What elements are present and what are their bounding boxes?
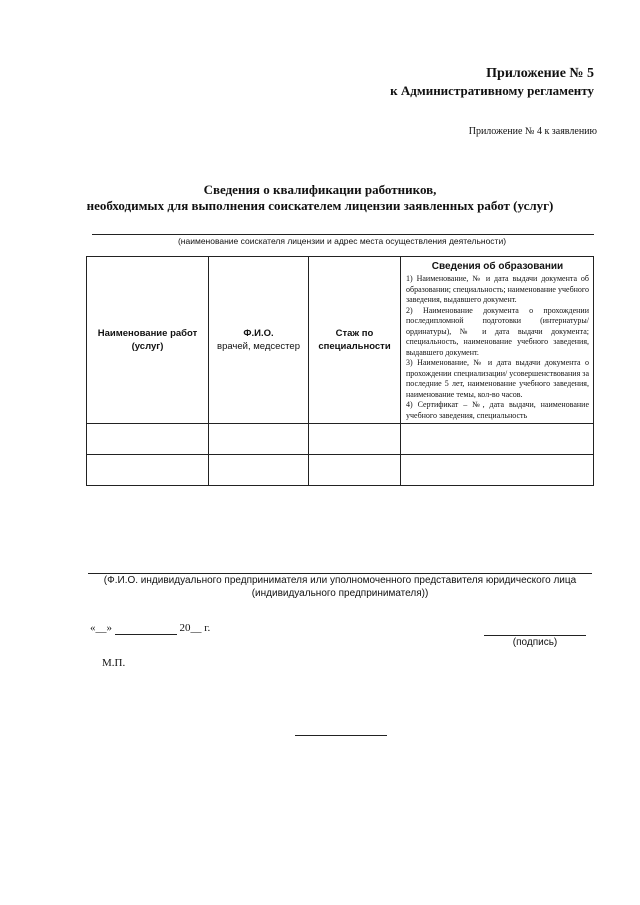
appendix-title: Приложение № 5 <box>486 66 594 81</box>
column-header-experience: Стаж по специальности <box>309 257 401 424</box>
column-header-education <box>401 257 594 424</box>
document-title-line-1: Сведения о квалификации работников, <box>203 182 437 197</box>
table-cell-education[interactable] <box>401 424 594 455</box>
signer-caption-line-2: (индивидуального предпринимателя)) <box>251 588 429 599</box>
stamp-place: М.П. <box>102 657 126 669</box>
education-item-3: 3) Наименование, № и дата выдачи документа о прохождении специализации/ усовершенствования за последние 5 лет, наименование учебного заведения, наименование темы, кол-во часов. <box>406 358 589 399</box>
table-header-row <box>87 257 594 424</box>
document-title <box>0 182 640 214</box>
table-cell-works[interactable] <box>87 424 209 455</box>
signer-caption <box>88 574 592 600</box>
signature-caption: (подпись) <box>512 637 558 648</box>
column-header-fio-line-2: врачей, медсестер <box>217 341 300 352</box>
appendix-subtitle: к Административному регламенту <box>390 83 594 98</box>
education-item-2: 2) Наименование документа о прохождении последипломной подготовки (интернатуры/ординатуры), № и дата выдачи документа; специальность, наименование учебного заведения, выдавшего документ. <box>406 305 589 357</box>
table-row <box>87 455 594 486</box>
column-header-fio-line-1: Ф.И.О. <box>243 328 274 339</box>
table-cell-fio[interactable] <box>209 455 309 486</box>
document-title-line-2: необходимых для выполнения соискателем лицензии заявленных работ (услуг) <box>86 198 554 213</box>
applicant-fill-line[interactable] <box>92 234 594 235</box>
education-item-4: 4) Сертификат – №, дата выдачи, наименование учебного заведения, специальность <box>406 400 589 420</box>
table-cell-experience[interactable] <box>309 424 401 455</box>
education-item-1: 1) Наименование, № и дата выдачи документа об образовании; специальность; наименование учебного заведения, выдавшего документ. <box>406 274 589 304</box>
signature-line[interactable] <box>484 635 586 636</box>
column-header-fio <box>209 257 309 424</box>
table-row <box>87 424 594 455</box>
qualification-table <box>86 256 594 486</box>
date-month-blank[interactable] <box>115 622 177 635</box>
date-year[interactable]: 20__ г. <box>179 622 211 634</box>
table-cell-experience[interactable] <box>309 455 401 486</box>
date-day[interactable]: «__» <box>90 622 112 634</box>
table-cell-education[interactable] <box>401 455 594 486</box>
date-field <box>90 622 210 635</box>
column-header-works: Наименование работ (услуг) <box>87 257 209 424</box>
applicant-caption: (наименование соискателя лицензии и адрес места осуществления деятельности) <box>177 236 507 246</box>
signer-caption-line-1: (Ф.И.О. индивидуального предпринимателя или уполномоченного представителя юридического лица <box>103 575 577 586</box>
appendix-to-application: Приложение № 4 к заявлению <box>468 126 597 137</box>
table-cell-fio[interactable] <box>209 424 309 455</box>
table-cell-works[interactable] <box>87 455 209 486</box>
education-heading: Сведения об образовании <box>431 261 564 272</box>
bottom-rule <box>295 735 387 736</box>
